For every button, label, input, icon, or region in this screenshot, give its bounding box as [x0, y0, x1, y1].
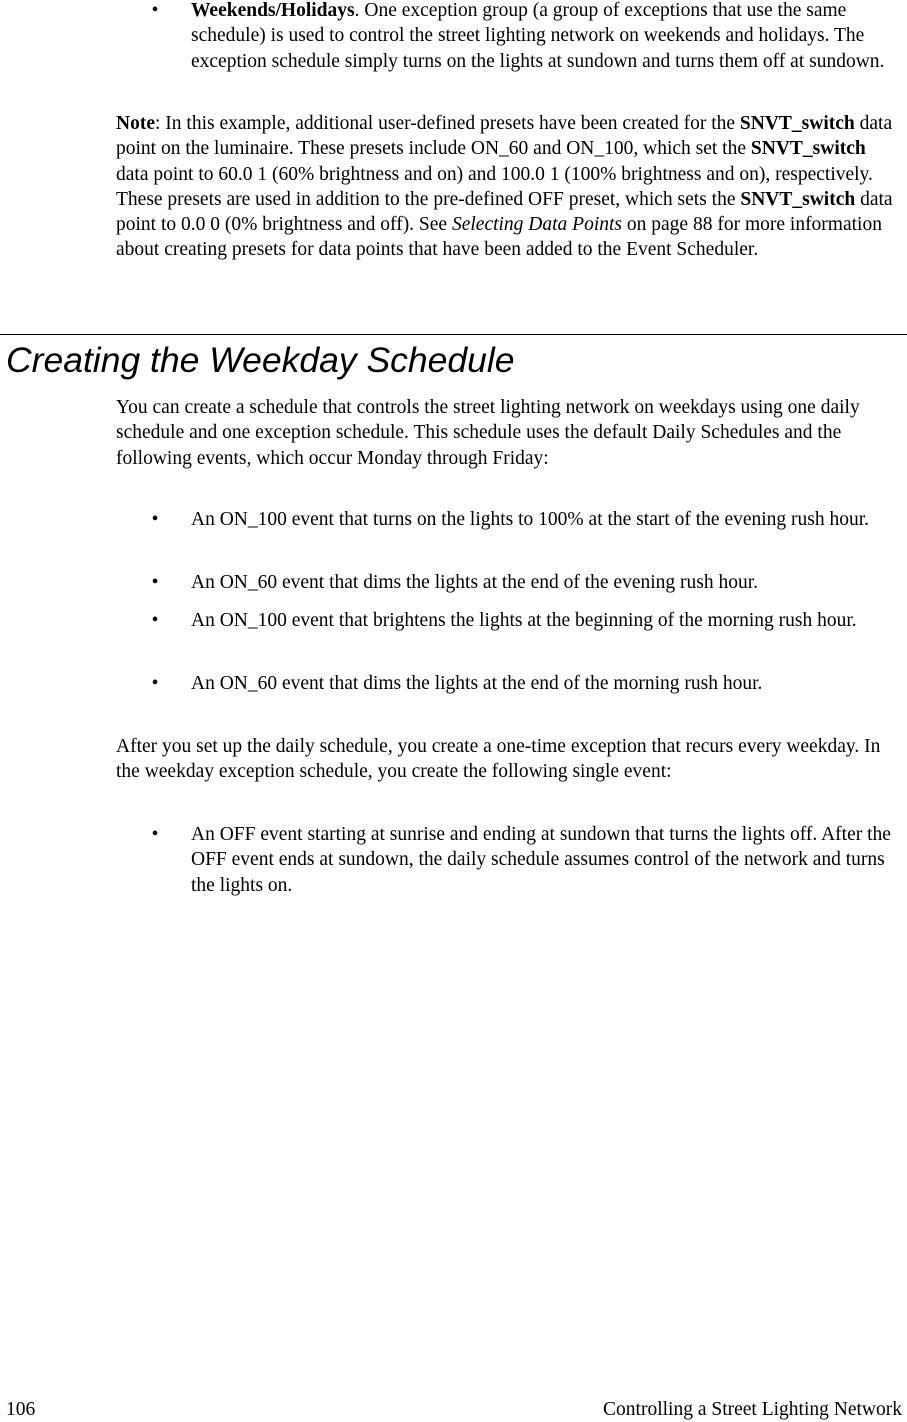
section-divider [0, 334, 907, 335]
note-label: Note [116, 113, 155, 134]
bullet-icon: • [151, 610, 159, 631]
event-list-item [150, 570, 902, 595]
exception-intro-paragraph: After you set up the daily schedule, you create a one-time exception that recurs every weekday. In the weekday exception schedule, you create the following single event: [116, 736, 881, 783]
bullet-icon: • [151, 673, 159, 694]
event-list-item [150, 507, 902, 532]
event-text: An ON_60 event that dims the lights at the end of the evening rush hour. [191, 572, 759, 593]
weekends-holidays-item [150, 0, 902, 74]
event-list-item [150, 608, 902, 633]
snvt-switch-term: SNVT_switch [740, 188, 856, 210]
bullet-icon: • [151, 824, 159, 845]
cross-reference-link[interactable]: Selecting Data Points [451, 214, 623, 236]
bullet-icon: • [151, 0, 159, 21]
page-number: 106 [6, 1399, 36, 1420]
bullet-icon: • [151, 572, 159, 593]
exception-event-text: An OFF event starting at sunrise and ending at sundown that turns the lights off. After the OFF event ends at sundown, the daily schedule assumes control of the network and turns the lights on. [191, 824, 891, 896]
weekends-holidays-text: Weekends/Holidays. One exception group (a group of exceptions that use the same schedule) is used to control the street lighting network on weekends and holidays. The exception schedule simply turns on the lights at sundown and turns them off at sundown. [191, 0, 885, 72]
bullet-icon: • [151, 509, 159, 530]
exception-event-item [150, 822, 902, 898]
intro-paragraph: You can create a schedule that controls the street lighting network on weekdays using one daily schedule and one exception schedule. This schedule uses the default Daily Schedules and the following events, which occur Monday through Friday: [116, 397, 860, 469]
section-heading: Creating the Weekday Schedule [6, 340, 515, 380]
event-text: An ON_60 event that dims the lights at the end of the morning rush hour. [191, 673, 763, 694]
weekends-holidays-term: Weekends/Holidays [191, 0, 355, 21]
snvt-switch-term: SNVT_switch [739, 113, 855, 134]
snvt-switch-term: SNVT_switch [750, 138, 866, 160]
note-paragraph: Note: In this example, additional user-defined presets have been created for the SNVT_switch data point on the luminaire. These presets include ON_60 and ON_100, which set the SNVT_switch data point to 60.0 1 (60% brightness and on) and 100.0 1 (100% brightness and on), respectively. These presets are used in addition to the pre-defined OFF preset, which sets the SNVT_switch data point to 0.0 0 (0% brightness and off). See Selecting Data Points on page 88 for more information about creating presets for data points that have been added to the Event Scheduler. [116, 113, 893, 261]
chapter-title: Controlling a Street Lighting Network [603, 1399, 902, 1420]
event-list-item [150, 671, 902, 696]
event-text: An ON_100 event that turns on the lights to 100% at the start of the evening rush hour. [191, 509, 870, 530]
event-text: An ON_100 event that brightens the lights at the beginning of the morning rush hour. [191, 610, 857, 631]
